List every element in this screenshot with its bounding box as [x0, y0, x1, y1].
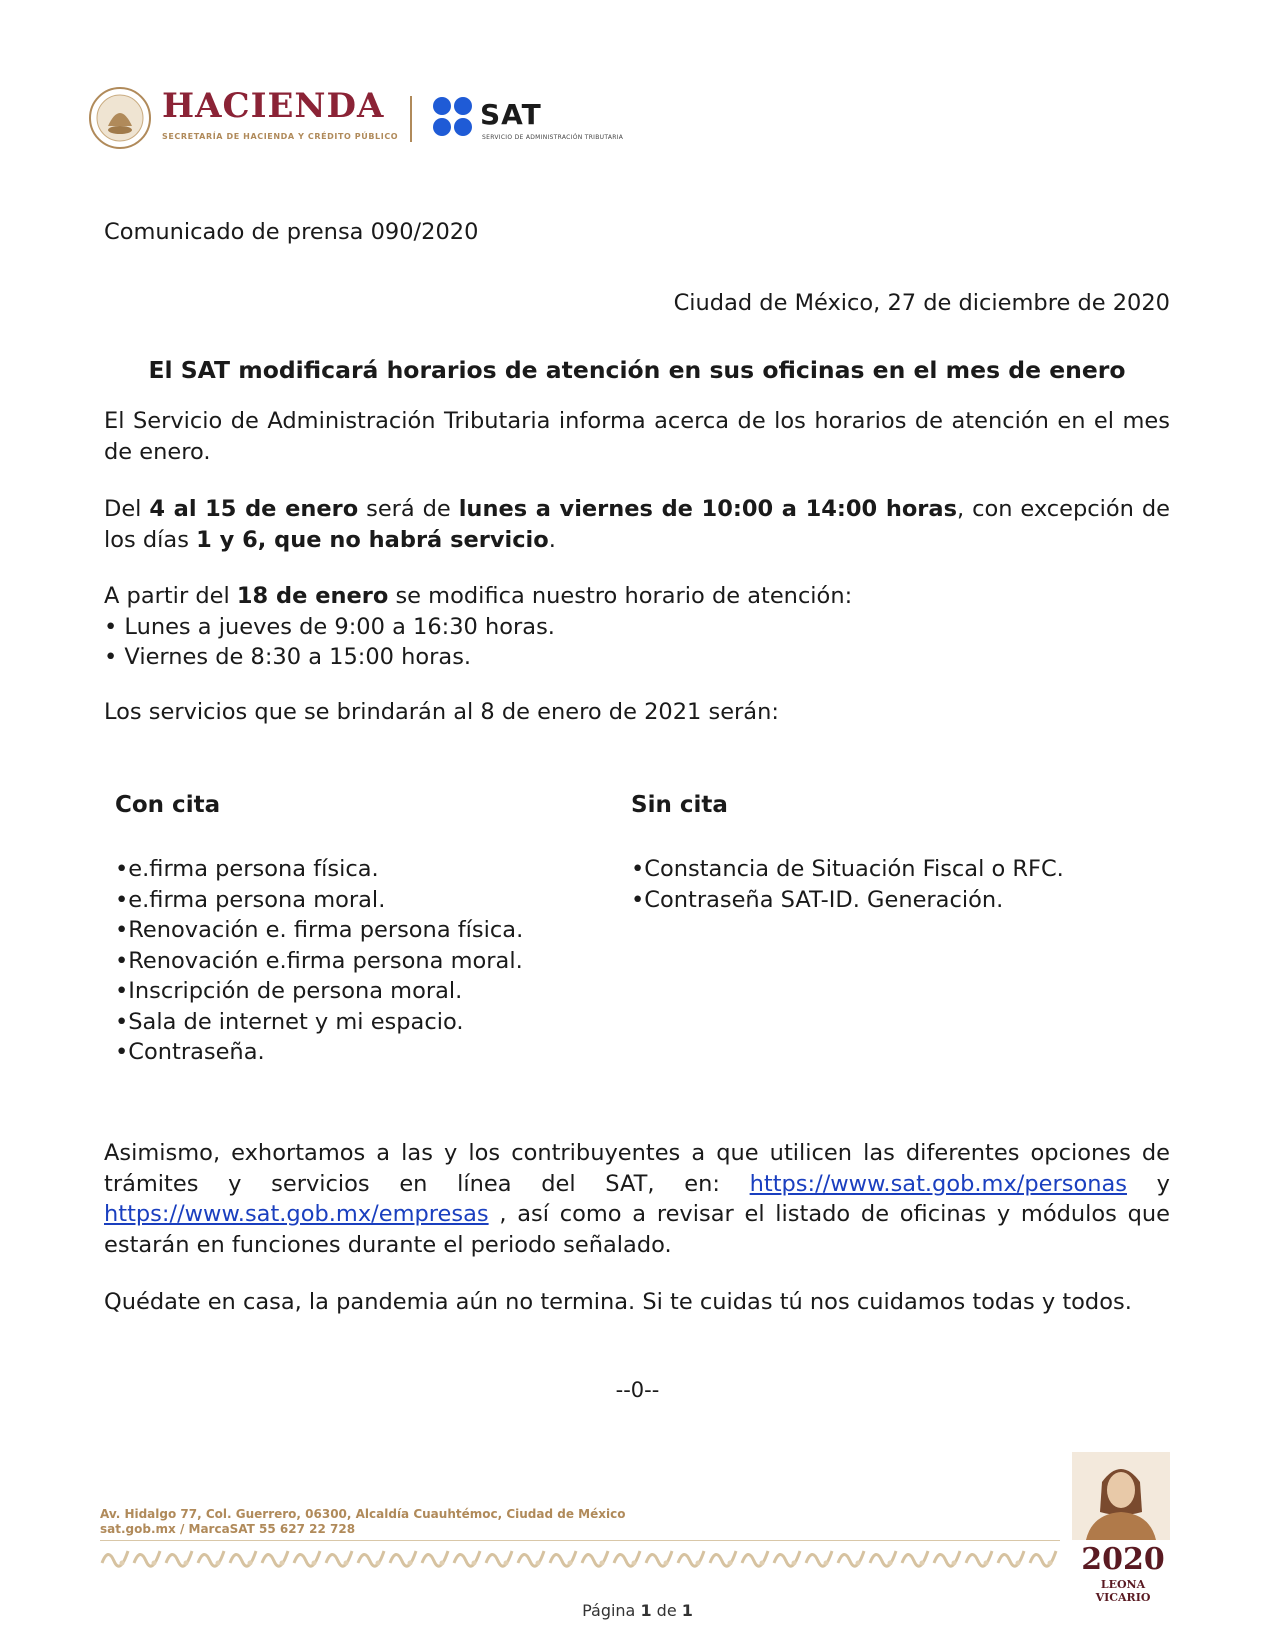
intro-paragraph: El Servicio de Administración Tributaria informa acerca de los horarios de atención en el mes de enero.	[104, 408, 1170, 465]
online-services-paragraph: Asimismo, exhortamos a las y los contribuyentes a que utilicen las diferentes opciones de trámites y servicios en línea del SAT, en: https://www.sat.gob.mx/personas y https://www.sat.gob.mx/empresas , así como a revisar el listado de oficinas y módulos que estarán en funciones durante el periodo señalado.	[104, 1140, 1170, 1258]
list-item: •e.firma persona moral.	[115, 886, 386, 913]
services-intro: Los servicios que se brindarán al 8 de enero de 2021 serán:	[104, 699, 779, 725]
list-item: •Constancia de Situación Fiscal o RFC.	[631, 856, 1064, 882]
list-item: •e.firma persona física.	[115, 856, 379, 882]
con-cita-heading: Con cita	[115, 792, 221, 818]
list-item: •Sala de internet y mi espacio.	[115, 1008, 464, 1035]
footer-rule	[100, 1540, 1060, 1541]
hacienda-seal-icon	[88, 86, 152, 150]
sat-title: SAT	[480, 98, 542, 131]
schedule-line-mon-thu: • Lunes a jueves de 9:00 a 16:30 horas.	[104, 613, 555, 640]
schedule-paragraph: Del 4 al 15 de enero será de lunes a viernes de 10:00 a 14:00 horas, con excepción de los días 1 y 6, que no habrá servicio.	[104, 496, 1170, 553]
leona-vicario-portrait-icon	[1072, 1452, 1170, 1540]
press-number: Comunicado de prensa 090/2020	[104, 219, 479, 245]
footer-address: Av. Hidalgo 77, Col. Guerrero, 06300, Alcaldía Cuauhtémoc, Ciudad de México sat.gob.mx / MarcaSAT 55 627 22 728	[100, 1507, 626, 1536]
sin-cita-column	[631, 790, 1191, 915]
new-schedule-paragraph: A partir del 18 de enero se modifica nuestro horario de atención: • Lunes a jueves de 9:00 a 16:30 horas. • Viernes de 8:30 a 15:00 horas.	[104, 581, 1170, 673]
sat-logo-icon	[432, 96, 474, 138]
list-item: •Renovación e.firma persona moral.	[115, 947, 523, 974]
sat-subtitle: SERVICIO DE ADMINISTRACIÓN TRIBUTARIA	[482, 134, 624, 141]
closing-paragraph: Quédate en casa, la pandemia aún no termina. Si te cuidas tú nos cuidamos todas y todos.	[104, 1289, 1132, 1315]
dateline: Ciudad de México, 27 de diciembre de 2020	[673, 290, 1170, 316]
list-item: •Inscripción de persona moral.	[115, 978, 463, 1004]
con-cita-column	[115, 790, 615, 1068]
logo-divider	[410, 96, 412, 142]
closing-mark: --0--	[615, 1378, 660, 1402]
hacienda-subtitle: SECRETARÍA DE HACIENDA Y CRÉDITO PÚBLICO	[162, 132, 399, 141]
personas-link[interactable]: https://www.sat.gob.mx/personas	[749, 1170, 1127, 1197]
leona-year: 2020	[1081, 1542, 1165, 1577]
sin-cita-heading: Sin cita	[631, 792, 728, 818]
headline: El SAT modificará horarios de atención en sus oficinas en el mes de enero	[148, 356, 1126, 384]
footer-pattern-icon	[100, 1543, 1060, 1569]
schedule-line-fri: • Viernes de 8:30 a 15:00 horas.	[104, 644, 472, 670]
page-number: Página 1 de 1	[582, 1601, 693, 1620]
leona-name: LEONA VICARIO	[1095, 1578, 1151, 1604]
hacienda-title: HACIENDA	[162, 86, 385, 126]
empresas-link[interactable]: https://www.sat.gob.mx/empresas	[104, 1201, 489, 1227]
list-item: •Contraseña SAT-ID. Generación.	[631, 886, 1004, 913]
list-item: •Contraseña.	[115, 1039, 265, 1065]
list-item: •Renovación e. firma persona física.	[115, 917, 524, 943]
